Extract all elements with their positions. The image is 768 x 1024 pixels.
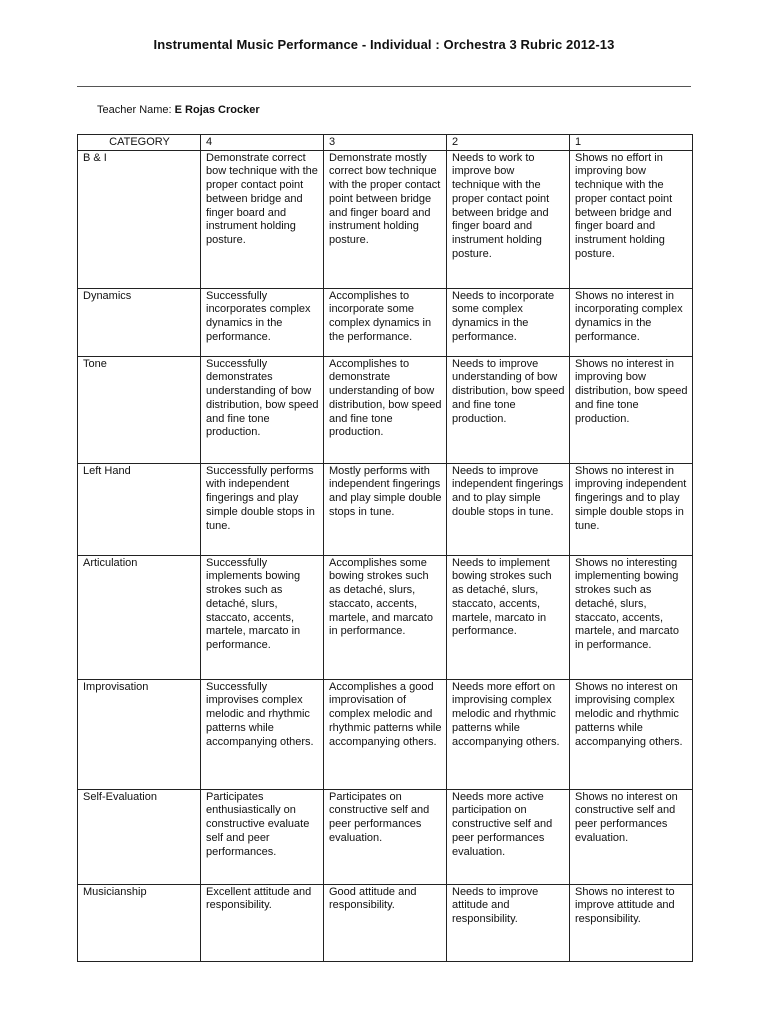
score-2-cell: Needs to work to improve bow technique with the proper contact point between bridge and finger board and instrument holding posture. bbox=[447, 150, 570, 288]
score-3-cell: Accomplishes to demonstrate understanding of bow distribution, bow speed and fine tone production. bbox=[324, 356, 447, 463]
header-row bbox=[78, 135, 693, 151]
rubric-row-tone bbox=[78, 356, 693, 463]
score-1-cell: Shows no interest on constructive self and peer performances evaluation. bbox=[570, 789, 693, 884]
score-1-cell: Shows no interest in improving bow distribution, bow speed and fine tone production. bbox=[570, 356, 693, 463]
rubric-row-articulation bbox=[78, 555, 693, 679]
score-4-cell: Successfully demonstrates understanding of bow distribution, bow speed and fine tone production. bbox=[201, 356, 324, 463]
score-1-cell: Shows no interest on improvising complex melodic and rhythmic patterns while accompanying others. bbox=[570, 679, 693, 789]
category-cell: Self-Evaluation bbox=[78, 789, 201, 884]
header-score-3: 3 bbox=[324, 135, 447, 151]
header-category: CATEGORY bbox=[78, 135, 201, 151]
rubric-table bbox=[77, 134, 693, 962]
score-4-cell: Successfully improvises complex melodic and rhythmic patterns while accompanying others. bbox=[201, 679, 324, 789]
score-3-cell: Mostly performs with independent fingerings and play simple double stops in tune. bbox=[324, 463, 447, 555]
score-1-cell: Shows no interesting implementing bowing strokes such as detaché, slurs, staccato, accents, martele, and marcato in performance. bbox=[570, 555, 693, 679]
category-cell: Tone bbox=[78, 356, 201, 463]
category-cell: Dynamics bbox=[78, 288, 201, 356]
score-2-cell: Needs more effort on improvising complex melodic and rhythmic patterns while accompanying others. bbox=[447, 679, 570, 789]
score-1-cell: Shows no interest in improving independent fingerings and to play simple double stops in tune. bbox=[570, 463, 693, 555]
rubric-row-left-hand bbox=[78, 463, 693, 555]
header-score-2: 2 bbox=[447, 135, 570, 151]
score-2-cell: Needs to implement bowing strokes such as detaché, slurs, staccato, accents, martele, marcato in performance. bbox=[447, 555, 570, 679]
score-3-cell: Accomplishes to incorporate some complex dynamics in the performance. bbox=[324, 288, 447, 356]
rubric-row-musicianship bbox=[78, 884, 693, 961]
category-cell: Musicianship bbox=[78, 884, 201, 961]
header-score-1: 1 bbox=[570, 135, 693, 151]
page-title: Instrumental Music Performance - Individual : Orchestra 3 Rubric 2012-13 bbox=[153, 37, 615, 52]
score-3-cell: Good attitude and responsibility. bbox=[324, 884, 447, 961]
score-3-cell: Accomplishes some bowing strokes such as detaché, slurs, staccato, accents, martele, and marcato in performance. bbox=[324, 555, 447, 679]
score-4-cell: Successfully performs with independent fingerings and play simple double stops in tune. bbox=[201, 463, 324, 555]
score-3-cell: Participates on constructive self and peer performances evaluation. bbox=[324, 789, 447, 884]
score-4-cell: Excellent attitude and responsibility. bbox=[201, 884, 324, 961]
category-cell: B & I bbox=[78, 150, 201, 288]
category-cell: Left Hand bbox=[78, 463, 201, 555]
teacher-line bbox=[97, 104, 260, 116]
teacher-label: Teacher Name: bbox=[97, 104, 172, 116]
rubric-row-dynamics bbox=[78, 288, 693, 356]
score-2-cell: Needs more active participation on constructive self and peer performances evaluation. bbox=[447, 789, 570, 884]
score-4-cell: Successfully implements bowing strokes such as detaché, slurs, staccato, accents, martele, marcato in performance. bbox=[201, 555, 324, 679]
score-2-cell: Needs to improve attitude and responsibility. bbox=[447, 884, 570, 961]
rubric-row-self-evaluation bbox=[78, 789, 693, 884]
score-1-cell: Shows no effort in improving bow technique with the proper contact point between bridge and finger board and instrument holding posture. bbox=[570, 150, 693, 288]
score-4-cell: Participates enthusiastically on constructive evaluate self and peer performances. bbox=[201, 789, 324, 884]
rubric-row-b-and-i bbox=[78, 150, 693, 288]
score-4-cell: Successfully incorporates complex dynamics in the performance. bbox=[201, 288, 324, 356]
score-3-cell: Demonstrate mostly correct bow technique with the proper contact point between bridge and finger board and instrument holding posture. bbox=[324, 150, 447, 288]
teacher-name: E Rojas Crocker bbox=[174, 104, 260, 116]
title-divider bbox=[77, 86, 691, 87]
score-1-cell: Shows no interest to improve attitude and responsibility. bbox=[570, 884, 693, 961]
rubric-row-improvisation bbox=[78, 679, 693, 789]
category-cell: Improvisation bbox=[78, 679, 201, 789]
score-2-cell: Needs to improve independent fingerings and to play simple double stops in tune. bbox=[447, 463, 570, 555]
category-cell: Articulation bbox=[78, 555, 201, 679]
score-3-cell: Accomplishes a good improvisation of complex melodic and rhythmic patterns while accompanying others. bbox=[324, 679, 447, 789]
score-2-cell: Needs to incorporate some complex dynamics in the performance. bbox=[447, 288, 570, 356]
header-score-4: 4 bbox=[201, 135, 324, 151]
score-4-cell: Demonstrate correct bow technique with the proper contact point between bridge and finger board and instrument holding posture. bbox=[201, 150, 324, 288]
score-1-cell: Shows no interest in incorporating complex dynamics in the performance. bbox=[570, 288, 693, 356]
score-2-cell: Needs to improve understanding of bow distribution, bow speed and fine tone production. bbox=[447, 356, 570, 463]
